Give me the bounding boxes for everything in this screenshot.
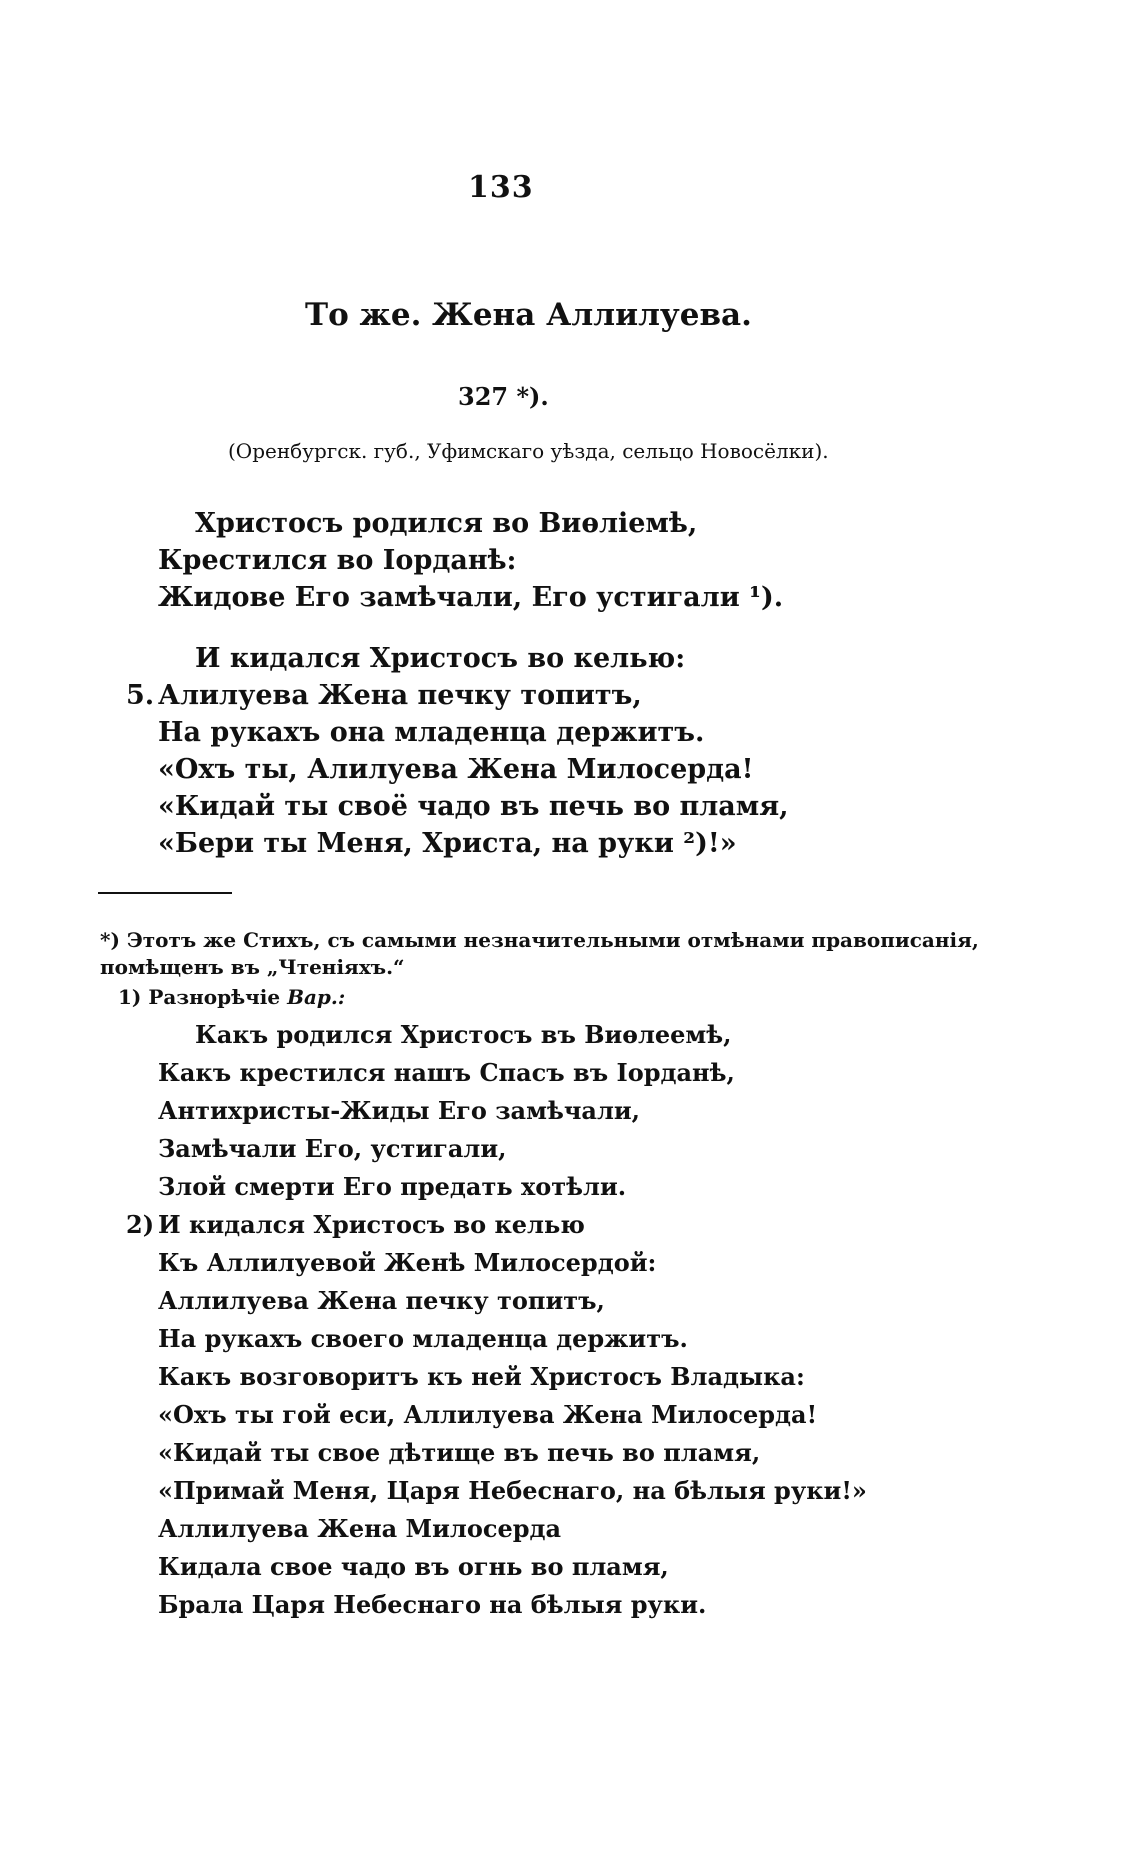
variant-line: Злой смерти Его предать хотѣли. [158,1172,627,1201]
poem-line: Крестился во Іорданѣ: [158,545,517,576]
variant-line: «Охъ ты гой еси, Аллилуева Жена Милосерда! [158,1400,818,1429]
song-number: 327 *). [458,382,549,411]
variant-line: Къ Аллилуевой Женѣ Милосердой: [158,1248,657,1277]
variant-line: Какъ крестился нашъ Спасъ въ Іорданѣ, [158,1058,735,1087]
poem-line: «Бери ты Меня, Христа, на руки ²)!» [158,828,737,859]
variant-line: Кидала свое чадо въ огнь во пламя, [158,1552,669,1581]
line-number: 5. [126,680,155,711]
page-number: 133 [468,170,534,205]
variant-line: Какъ возговоритъ къ ней Христосъ Владыка: [158,1362,805,1391]
poem-line: Жидове Его замѣчали, Его устигали ¹). [158,582,784,613]
footnote-1-label [118,985,345,1009]
poem-line: И кидался Христосъ во келью: [195,643,686,674]
footnote-star-line: *) Этотъ же Стихъ, съ самыми незначительными отмѣнами правописанія, [100,928,979,952]
variant-line: Аллилуева Жена печку топитъ, [158,1286,605,1315]
footnote-2-label: 2) [126,1210,155,1239]
poem-line: Алилуева Жена печку топитъ, [158,680,642,711]
variant-line: «Примай Меня, Царя Небеснаго, на бѣлыя руки!» [158,1476,867,1505]
variant-line: Замѣчали Его, устигали, [158,1134,507,1163]
footnote-star-line: помѣщенъ въ „Чтеніяхъ.“ [100,955,405,979]
footnote-divider [98,892,232,894]
poem-line: «Кидай ты своё чадо въ печь во пламя, [158,791,789,822]
source-note: (Оренбургск. губ., Уфимскаго уѣзда, сельцо Новосёлки). [228,439,829,463]
variant-line: На рукахъ своего младенца держитъ. [158,1324,688,1353]
footnote-1-text: 1) Разнорѣчіе [118,985,281,1009]
poem-line: «Охъ ты, Алилуева Жена Милосерда! [158,754,754,785]
footnote-1-var: Вар.: [287,985,346,1009]
variant-line: Какъ родился Христосъ въ Виѳлеемѣ, [195,1020,732,1049]
variant-line: «Кидай ты свое дѣтище въ печь во пламя, [158,1438,761,1467]
poem-line: На рукахъ она младенца держитъ. [158,717,705,748]
variant-line: И кидался Христосъ во келью [158,1210,585,1239]
variant-line: Брала Царя Небеснаго на бѣлыя руки. [158,1590,707,1619]
poem-line: Христосъ родился во Виѳліемѣ, [195,508,698,539]
song-title: То же. Жена Аллилуева. [305,297,752,333]
variant-line: Антихристы-Жиды Его замѣчали, [158,1096,641,1125]
variant-line: Аллилуева Жена Милосерда [158,1514,562,1543]
